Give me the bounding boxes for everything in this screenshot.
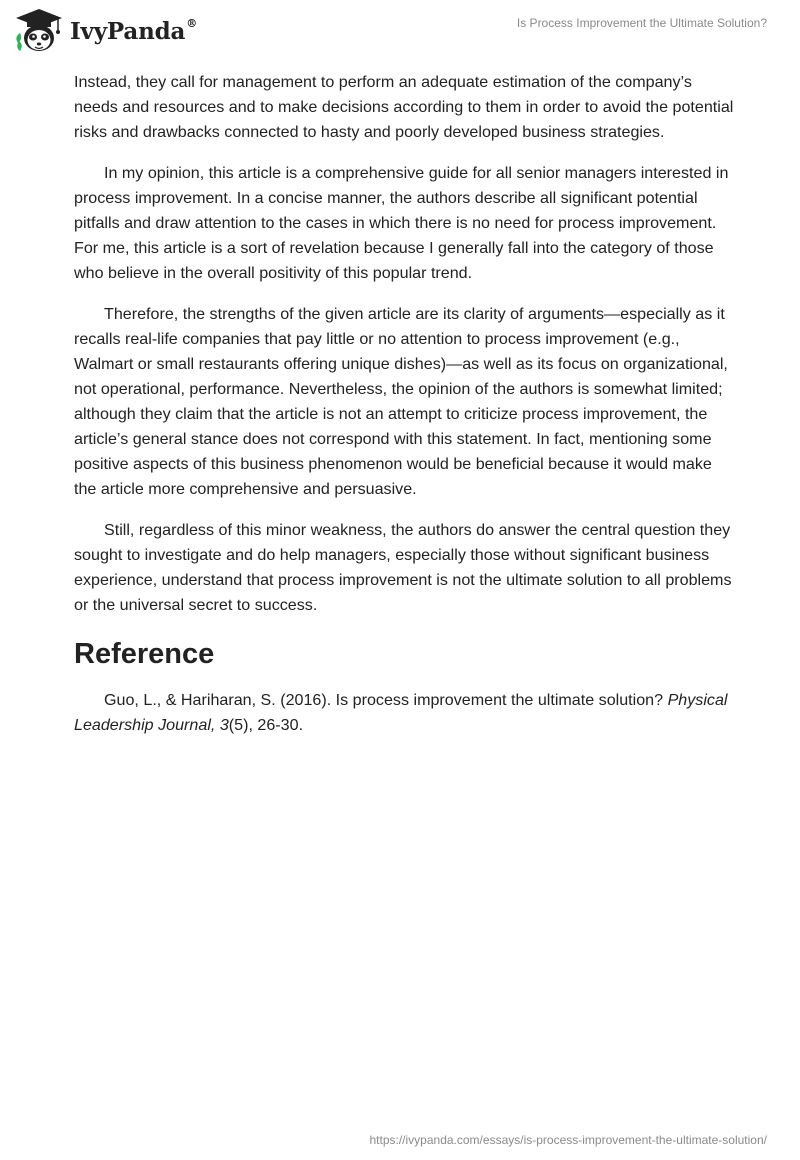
brand-name: IvyPanda® — [70, 16, 197, 45]
reference-journal: Physical Leadership Journal, 3 — [74, 691, 728, 734]
panda-graduation-cap-icon — [14, 7, 64, 53]
reference-entry — [74, 688, 734, 738]
paragraph-4: Still, regardless of this minor weakness, the authors do answer the central question they sought to investigate and do help managers, especially those without significant business experience, understand that process improvement is not the ultimate solution to all problems or the universal secret to success. — [74, 521, 732, 614]
reference-authors-title: Guo, L., & Hariharan, S. (2016). Is process improvement the ultimate solution? — [104, 691, 668, 709]
paragraph-2: In my opinion, this article is a comprehensive guide for all senior managers interested in process improvement. In a concise manner, the authors describe all significant potential pitfalls and draw attention to the cases in which there is no need for process improvement. For me, this article is a sort of revelation because I generally fall into the category of those who believe in the overall positivity of this popular trend. — [74, 164, 729, 282]
ivypanda-logo[interactable] — [14, 6, 197, 54]
reference-heading: Reference — [74, 638, 215, 670]
essay-content — [74, 70, 734, 754]
page-header — [0, 0, 800, 60]
source-url[interactable]: https://ivypanda.com/essays/is-process-improvement-the-ultimate-solution/ — [369, 1133, 767, 1147]
paragraph-1: Instead, they call for management to perform an adequate estimation of the company’s needs and resources and to make decisions according to them in order to avoid the potential risks and drawbacks connected to hasty and poorly developed business strategies. — [74, 73, 734, 141]
paragraph-3: Therefore, the strengths of the given article are its clarity of arguments—especially as it recalls real-life companies that pay little or no attention to process improvement (e.g., Walmart or small restaurants offering unique dishes)—as well as its focus on organizational, not operational, performance. Nevertheless, the opinion of the authors is somewhat limited; although they claim that the article is not an attempt to criticize process improvement, the article’s general stance does not correspond with this statement. In fact, mentioning some positive aspects of this business phenomenon would be beneficial because it would make the article more comprehensive and persuasive. — [74, 305, 728, 498]
reference-volume-pages: (5), 26-30. — [228, 716, 304, 734]
document-title: Is Process Improvement the Ultimate Solution? — [516, 16, 767, 30]
